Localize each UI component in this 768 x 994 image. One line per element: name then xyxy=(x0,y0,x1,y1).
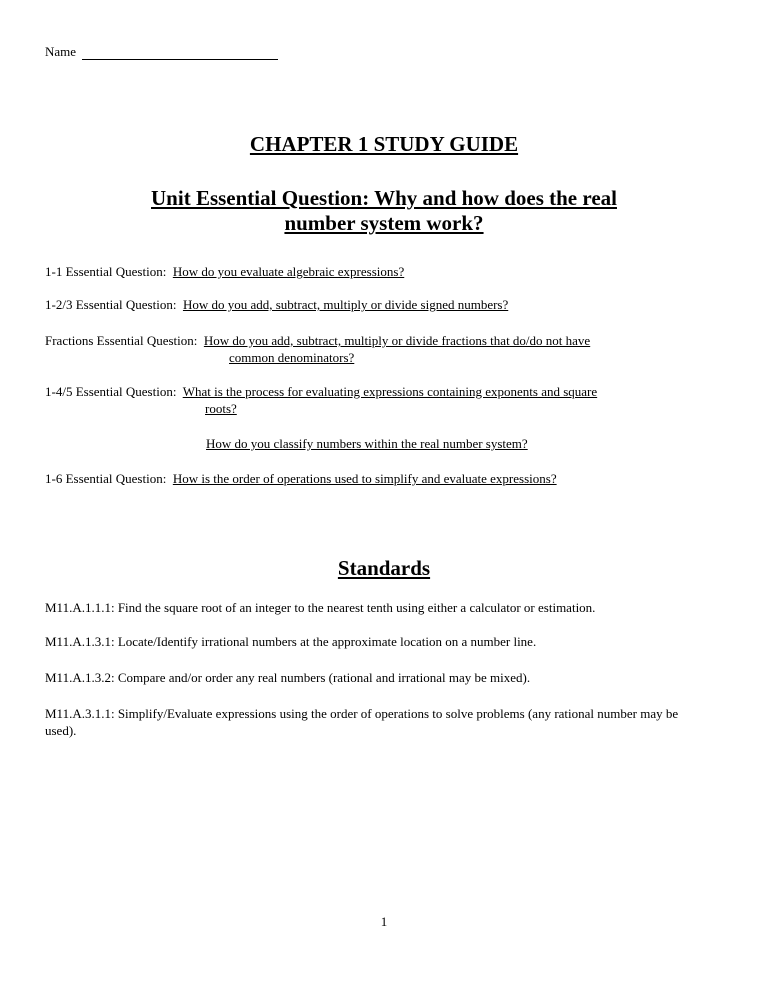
eq-answer-line1: What is the process for evaluating expressions containing exponents and square xyxy=(182,384,598,399)
essential-question-1-6 xyxy=(45,470,557,487)
page-title: CHAPTER 1 STUDY GUIDE xyxy=(249,132,519,156)
eq-answer: How do you evaluate algebraic expressions? xyxy=(172,264,405,279)
eq-answer-line1: How do you add, subtract, multiply or divide fractions that do/do not have xyxy=(203,333,591,348)
eq-label: 1-2/3 Essential Question: xyxy=(45,297,177,312)
eq-answer-line2: common denominators? xyxy=(229,350,355,365)
eq-label: 1-1 Essential Question: xyxy=(45,264,167,279)
eq-answer-second: How do you classify numbers within the real number system? xyxy=(206,436,528,451)
standard-item: M11.A.1.3.1: Locate/Identify irrational numbers at the approximate location on a number line. xyxy=(45,634,537,649)
name-label: Name xyxy=(45,44,77,59)
eq-label: Fractions Essential Question: xyxy=(45,333,198,348)
name-blank-line[interactable] xyxy=(82,46,278,60)
eq-answer: How do you add, subtract, multiply or divide signed numbers? xyxy=(182,297,509,312)
eq-answer-line2: roots? xyxy=(205,401,237,416)
page-number: 1 xyxy=(380,914,388,929)
essential-question-1-1 xyxy=(45,263,404,280)
standard-item: M11.A.1.1.1: Find the square root of an integer to the nearest tenth using either a calculator or estimation. xyxy=(45,600,596,615)
unit-essential-question: Unit Essential Question: Why and how does the real number system work? xyxy=(151,186,617,235)
essential-question-1-2-3 xyxy=(45,296,508,313)
eq-label: 1-6 Essential Question: xyxy=(45,471,167,486)
essential-question-fractions xyxy=(45,332,590,349)
eq-label: 1-4/5 Essential Question: xyxy=(45,384,177,399)
eq-answer: How is the order of operations used to simplify and evaluate expressions? xyxy=(172,471,557,486)
name-field xyxy=(45,44,278,60)
standard-item: M11.A.1.3.2: Compare and/or order any real numbers (rational and irrational may be mixed). xyxy=(45,670,531,685)
standard-item: M11.A.3.1.1: Simplify/Evaluate expressions using the order of operations to solve problems (any rational number may be used). xyxy=(45,706,679,738)
essential-question-1-4-5 xyxy=(45,383,597,400)
standards-heading: Standards xyxy=(337,556,431,580)
